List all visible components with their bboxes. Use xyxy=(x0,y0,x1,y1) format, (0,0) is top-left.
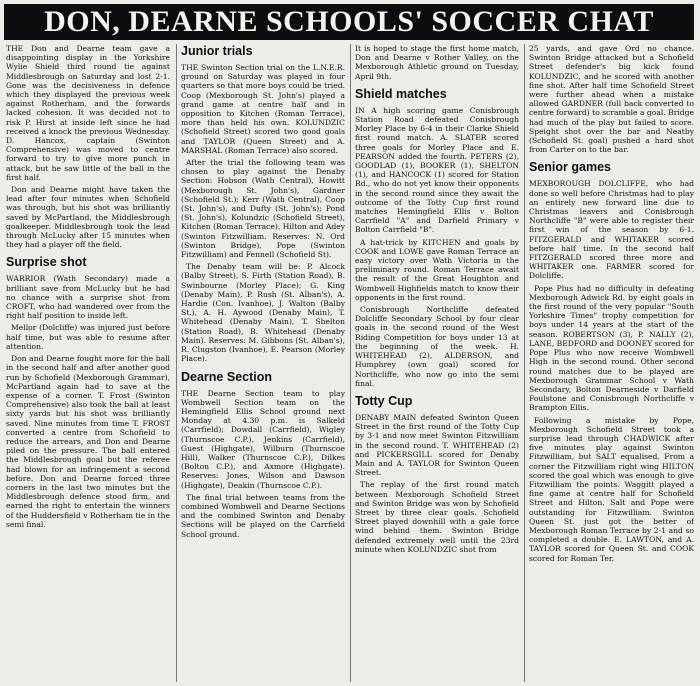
paragraph: The Denaby team will be: P. Alcock (Balby Street), S. Firth (Station Road), B. Swinbourne (Morley Place); G. King (Denaby Main), P. Rush (St. Alban's), A. Hardie (Con. Ivanhoe), J. Walton (Balby St.), A. H. Aywood (Denaby Main), T. Whitehead (Denaby Main), T. Shelton (Station Road), B. Whitehead (Denaby Main). Reserves: M. Gibbons (St. Alban's), R. Clugston (Ivanhoe), E. Pearson (Morley Place). xyxy=(181,262,345,364)
paragraph: The replay of the first round match between Mexborough Schofield Street and Swinton Bridge was won by Schofield Street by three clear goals. Schofield Street played downhill with a gale force wind behind them. Swinton Bridge defended extremely well until the 23rd minute when KOLUNDZIC shot from xyxy=(355,480,519,554)
section-heading: Totty Cup xyxy=(355,393,413,408)
paragraph: Conisbrough Northcliffe defeated Dolcliffe Secondary School by four clear goals in the second round of the West Riding Competition for boys under 13 at the beginning of the week. H. WHITEHEAD (2), ALDERSON, and Humphrey (own goal) scored for Northcliffe, who now go into the semi final. xyxy=(355,305,519,388)
headline: DON, DEARNE SCHOOLS' SOCCER CHAT xyxy=(4,4,694,40)
paragraph: MEXBOROUGH DOLCLIFFE, who had done so well before Christmas had to play an entirely new forward line due to Christmas leavers and Conisbrough Northcliffe "B" were able to register their first win of the season by 6-1. FITZGERALD and WHITAKER scored before half time. In the second half FITZGERALD scored three more and WHITAKER one. FARMER scored for Dolcliffe. xyxy=(529,179,694,281)
paragraph: WARRIOR (Wath Secondary) made a brilliant save from McLucky but he had no chance with a surprise shot from CROFT, who had wandered over from the right half position to inside left. xyxy=(6,274,170,321)
article-intro xyxy=(6,44,170,249)
column-divider xyxy=(350,44,351,682)
paragraph: THE Dearne Section team to play Wombwell Section team on the Hemingfield Ellis School ground next Monday at 4.30 p.m. is Salkeld (Carrfield); Dowdall (Carrfield), Wigley (Thurnscoe C.P.), Jenkins (Carrfield), Guest (Highgate), Wilburn (Thurnscoe Hill), Walker (Thurnscoe C.P.), Dilkes (Bolton C.P.), and Axmore (Highgate). Reserves: Jones, Wilson and Dawson (Highgate), Deakin (Thurnscoe C.P.). xyxy=(181,388,345,490)
section-heading: Surprise shot xyxy=(6,255,87,270)
column-1 xyxy=(6,44,170,682)
paragraph: IN A high scoring game Conisbrough Station Road defeated Conisbrough Morley Place by 6-4 in their Clarke Shield first round match. A. SLATER scored three goals for Morley Place and E. PEARSON added the fourth. PETERS (2), GOODLAD (1), BOOKER (1), SHELTON (1), and HANCOCK (1) scored for Station Rd., who do not yet know their opponents in the second round since they await the outcome of the Totty Cup first round matches Hemingfield Ellis v Bolton Carrfield "A" and Darfield Primary v Bolton Carrfield "B". xyxy=(355,105,519,235)
column-3 xyxy=(355,44,519,682)
paragraph: Don and Dearne fought more for the ball in the second half and after another good run by Schofield (Mexborough Grammar), McPartland again had to save at the expense of a corner. T. Frost (Swinton Comprehensive) also took the ball at least sixty yards but his shot was brilliantly saved. Nine minutes from time T. FROST converted a centre from Schofield to reduce the arrears, and Don and Dearne piled on the pressure. The ball entered the Middlesbrough goal but the referee had blown for an infringement a second before. Don and Dearne forced three corners in the last two minutes but the Middlesbrough defence stood firm, and earned the right to entertain the winners of the Huddersfield v Rotherham tie in the semi final. xyxy=(6,354,170,529)
paragraph: A hat-trick by KITCHEN and goals by COOK and LOWE gave Roman Terrace an easy victory over Wath Victoria in the preliminary round. Roman Terrace await the result of the Great Houghton and Wombwell Highfields match to know their opponents in the first round. xyxy=(355,237,519,302)
column-divider xyxy=(524,44,525,682)
section-heading: Junior trials xyxy=(181,44,253,58)
section-heading: Shield matches xyxy=(355,86,447,101)
paragraph: Don and Dearne might have taken the lead after four minutes when Schofield was through, but his shot was brilliantly saved by McPartland, the Middlesbrough goalkeeper. Middlesbrough took the lead through McLucky after 15 minutes when they had a player off the field. xyxy=(6,185,170,250)
paragraph: Following a mistake by Pope, Mexborough Schofield Street took a surprise lead through CHADWICK after five minutes play against Swinton Fitzwilliam, but SALT equalised. From a corner the Fitzwilliam right wing HILTON scored the goal which was enough to give Fitzwilliam the points. Waggitt played a fine game at centre half for Schofield Street and Hilton, Salt and Pope were outstanding for Fitzwilliam. Swinton Queen St. just got the better of Mexborough Roman Terrace by 2-1 and so completed a double. E. LAWTON, and A. TAYLOR scored for Queen St. and COOK scored for Roman Ter. xyxy=(529,415,694,563)
section-heading: Senior games xyxy=(529,160,611,175)
paragraph: Pope Plus had no difficulty in defeating Mexborough Adwick Rd. by eight goals in the first round of the very popular "South Yorkshire Times" trophy competition for boys under 14 years at the start of the season. ROBERTSON (3), P. NALLY (2), LANE, BEDFORD and DOONEY scored for Pope Plus who now receive Wombwell High in the second round. Other second round matches due to be played are Mexborough Grammar School v Wath Secondary, Bolton Dearneside v Darfield Foulstone and Conisbrough Northcliffe v Brampton Ellis. xyxy=(529,283,694,413)
paragraph: DENABY MAIN defeated Swinton Queen Street in the first round of the Totty Cup by 3-1 and now meet Swinton Fitzwilliam in the second round. T. WHITEHEAD (2) and PICKERSGILL scored for Denaby Main and A. TAYLOR for Swinton Queen Street. xyxy=(355,412,519,478)
column-2 xyxy=(181,44,345,682)
paragraph: THE Don and Dearne team gave a disappointing display in the Yorkshire Wylie Shield third round tie against Middlesbrough on Saturday and lost 2-1. Gone was the decisiveness in defence which they displayed the previous week against Rotherham, and the forwards lacked cohesion. It was decided not to risk P. Hirst at inside left since he had received a knock the previous Wednesday. D. Hancox, captain (Swinton Comprehensive) was moved to centre forward to try to give more punch in attack, but he saw little of the ball in the first half. xyxy=(6,44,170,182)
column-4 xyxy=(529,44,694,682)
column-divider xyxy=(176,44,177,682)
paragraph: 25 yards, and gave Ord no chance. Swinton Bridge attacked but a Schofield Street defender's big kick found KOLUNDZIC, and he scored with another fine shot. After half time Schofield Street were further ahead when a mistake allowed GARDNER (full back converted to centre forward) to scramble a goal. Bridge had much of the play but failed to score. Speight shot over the bar and Neatby (Schofield St. goal) pushed a hard shot from Carter on to the bar. xyxy=(529,44,694,155)
paragraph: Mellor (Dolcliffe) was injured just before half time, but was able to resume after attention. xyxy=(6,323,170,351)
paragraph: It is hoped to stage the first home match, Don and Dearne v Rother Valley, on the Mexborough Athletic ground on Tuesday, April 9th. xyxy=(355,44,519,81)
section-heading: Dearne Section xyxy=(181,369,273,384)
paragraph: THE Swinton Section trial on the L.N.E.R. ground on Saturday was played in four quarters so that more boys could be tried. Coop (Mexborough St. John's) played a grand game at centre half and in opposition to Kitchen (Roman Terrace), more than held his own. KOLUNDZIC (Schofield Street) scored two good goals and TAYLOR (Queen Street) and A. MARSHAL (Roman Terrace) also scored. xyxy=(181,63,345,155)
paragraph: The final trial between teams from the combined Wombwell and Dearne Sections and the combined Swinton and Denaby Sections will be played on the Carrfield School ground. xyxy=(181,492,345,539)
paragraph: After the trial the following team was chosen to play against the Denaby Section: Hobson (Wath Central), Howitt (Mexborough St. John's), Gardner (Schofield St.); Kerr (Wath Central), Coop (St. John's), and Dufty (St. John's); Pond (St. John's), Kolundzic (Schofield Street), Kitchen (Roman Terrace), Hilton and Adey (Swinton Fitzwilliam. Reserves: N. Ord (Swinton Bridge), Pope (Swinton Fitzwilliam) and Fennell (Schofield St). xyxy=(181,158,345,260)
